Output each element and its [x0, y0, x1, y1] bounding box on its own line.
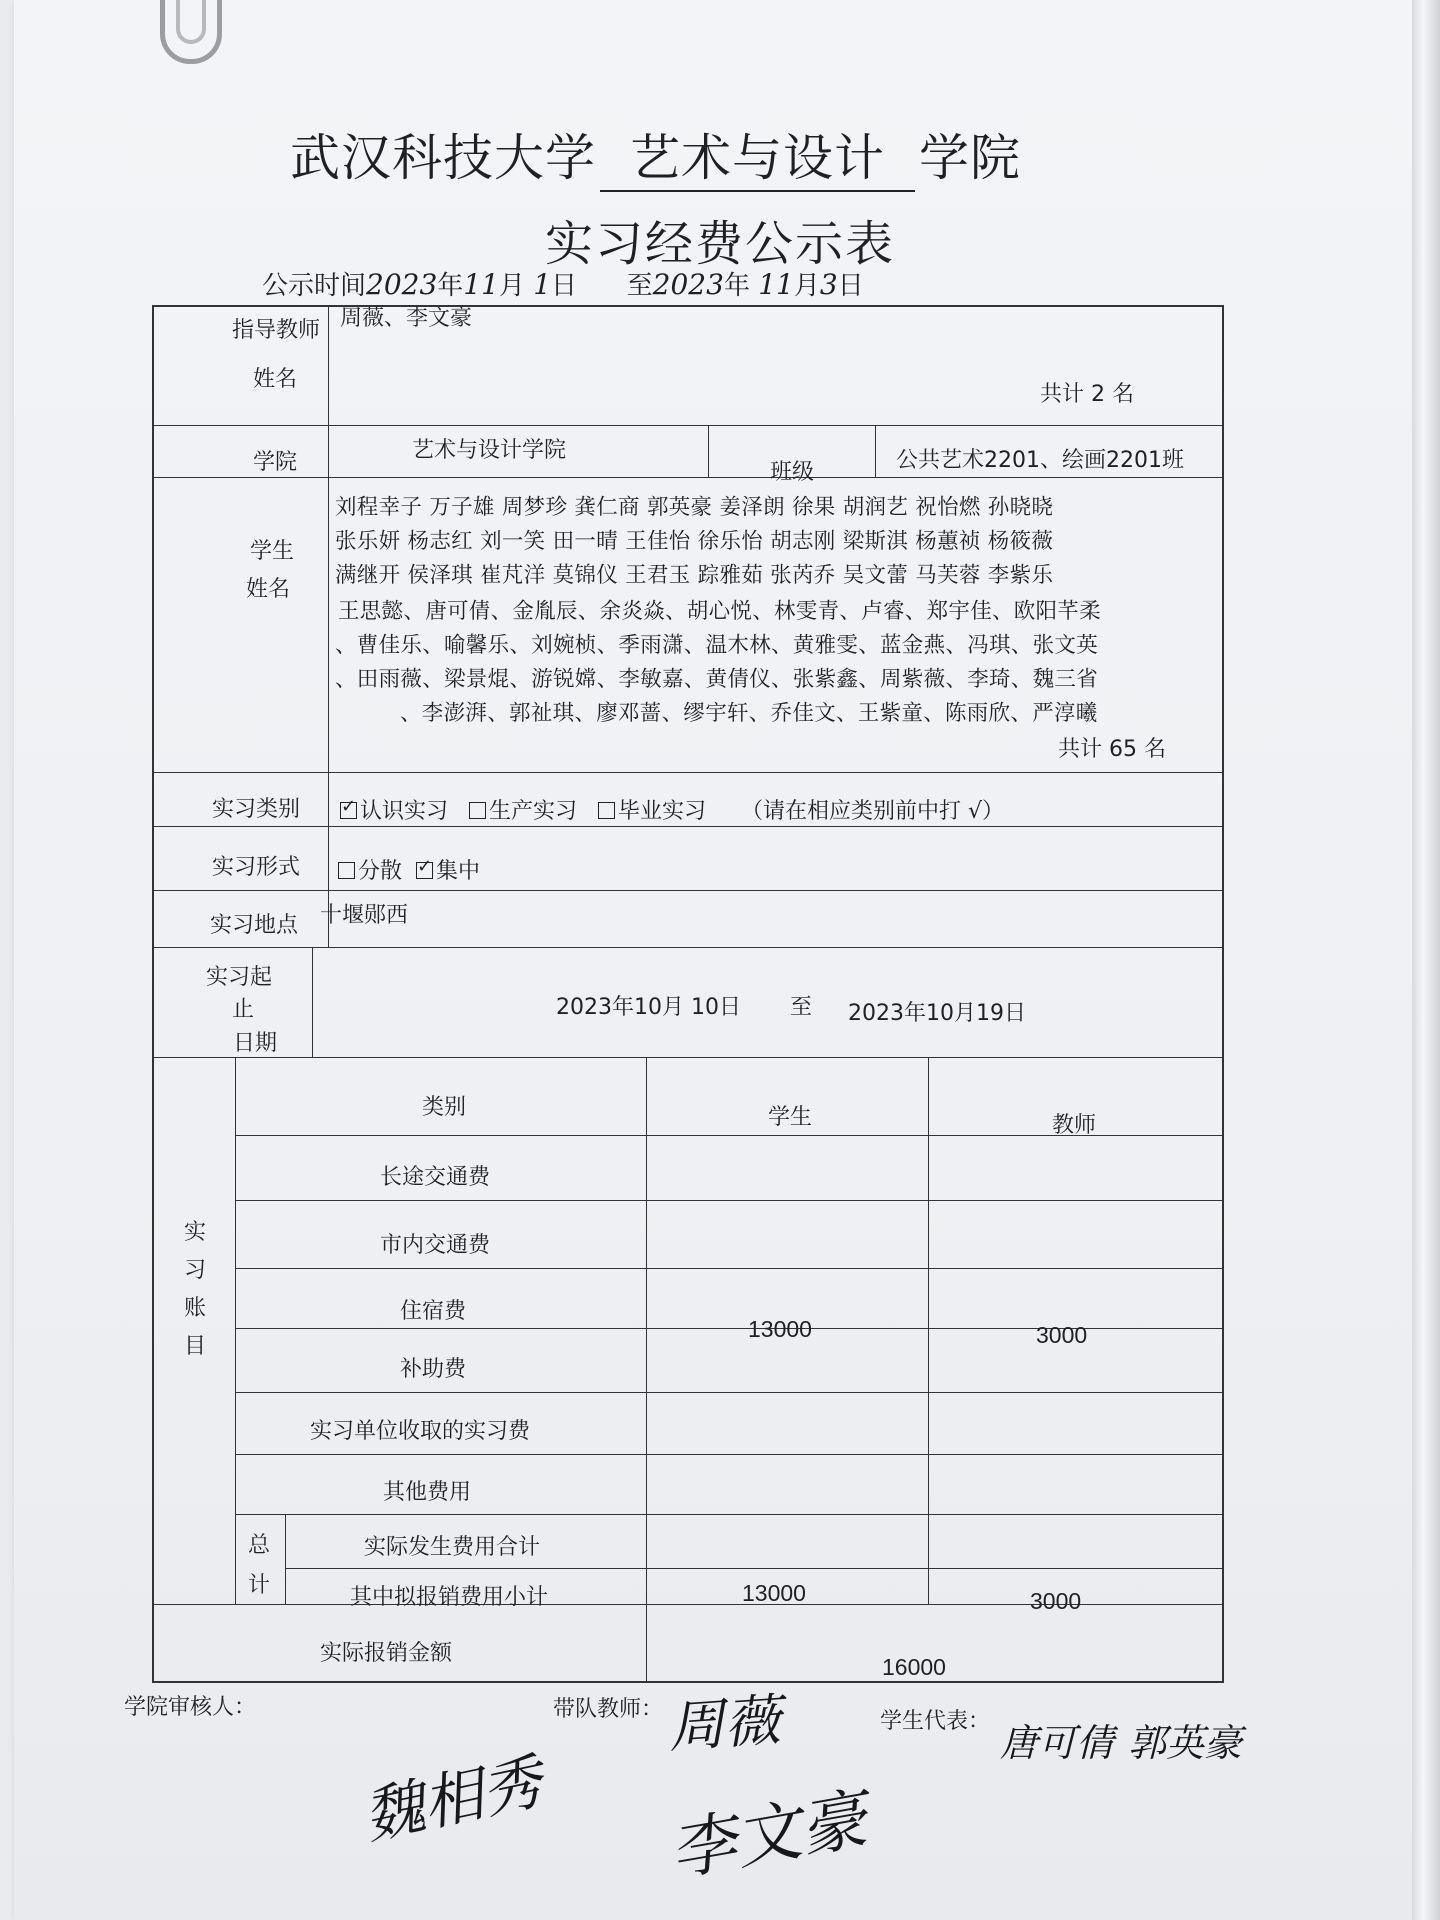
accommodation-student: 13000: [748, 1316, 812, 1342]
col-divider: [285, 1514, 286, 1604]
stacked-pages-edge: [1412, 0, 1440, 1920]
teacher-label-2: 姓名: [253, 367, 298, 392]
form-title: 实习经费公示表: [545, 216, 896, 272]
college-fill: 艺术与设计: [600, 118, 915, 192]
student-names-line: 、曹佳乐、喻馨乐、刘婉桢、季雨潇、温木林、黄雅雯、蓝金燕、冯琪、张文英: [335, 633, 1099, 658]
college-label: 学院: [253, 450, 298, 475]
accounts-side-label: 习: [184, 1258, 207, 1283]
form-options: 分散 ✓ 集中: [338, 854, 480, 885]
header-category: 类别: [422, 1095, 467, 1120]
total-label: 计: [248, 1573, 271, 1598]
accounts-side-label: 目: [184, 1334, 207, 1359]
period-start: 2023年10月 10日: [556, 995, 741, 1020]
location-label: 实习地点: [210, 913, 299, 938]
row-actual-total: 实际发生费用合计: [364, 1535, 541, 1560]
type-note: （请在相应类别前中打 √）: [740, 799, 1004, 824]
col-divider: [328, 305, 329, 947]
period-end: 2023年10月19日: [848, 1001, 1026, 1026]
row-divider: [285, 1568, 1224, 1569]
row-other: 其他费用: [383, 1480, 472, 1505]
accounts-side-label: 实: [184, 1220, 207, 1245]
row-accommodation: 住宿费: [400, 1299, 467, 1324]
header-teacher: 教师: [1052, 1113, 1097, 1138]
row-divider: [152, 477, 1224, 478]
document-title: [290, 118, 1070, 192]
teacher-total: 共计 2 名: [1040, 382, 1134, 407]
row-divider: [152, 772, 1224, 773]
location-value: 十堰郧西: [320, 903, 409, 928]
accounts-side-label: 账: [184, 1296, 207, 1321]
row-divider: [235, 1268, 1224, 1269]
col-divider: [312, 947, 313, 1057]
header-student: 学生: [768, 1105, 813, 1130]
row-divider: [235, 1454, 1224, 1455]
students-label-2: 姓名: [246, 577, 291, 602]
row-city-transport: 市内交通费: [380, 1233, 491, 1258]
row-divider: [235, 1392, 1224, 1393]
subtotal-student: 13000: [742, 1580, 806, 1606]
period-label: 实习起: [206, 965, 273, 990]
student-names-line: 刘程幸子 万子雄 周梦珍 龚仁商 郭英豪 姜泽朗 徐果 胡润艺 祝怡燃 孙晓晓: [335, 495, 1054, 520]
reimbursed-value: 16000: [882, 1654, 946, 1680]
type-options: ✓ 认识实习 生产实习 毕业实习 （请在相应类别前中打 √）: [340, 794, 1004, 825]
university-name: 武汉科技大学: [290, 129, 596, 187]
row-divider: [235, 1514, 1224, 1515]
row-divider: [152, 1057, 1224, 1058]
students-total: 共计 65 名: [1058, 737, 1166, 762]
student-rep-label: 学生代表：: [880, 1709, 991, 1734]
form-label: 实习形式: [212, 855, 301, 880]
class-label: 班级: [770, 460, 815, 485]
paper-clip-inner: [176, 0, 206, 44]
col-divider: [708, 425, 709, 477]
col-divider: [235, 1057, 236, 1604]
total-label: 总: [248, 1533, 271, 1558]
checkbox-graduation[interactable]: [598, 802, 615, 819]
col-divider: [646, 1057, 647, 1683]
row-divider: [152, 890, 1224, 891]
student-names-line: 满继开 侯泽琪 崔芃洋 莫锦仪 王君玉 踪雅茹 张芮乔 吴文蕾 马芙蓉 李紫乐: [335, 563, 1054, 588]
college-value: 艺术与设计学院: [412, 438, 567, 463]
checkbox-production[interactable]: [469, 802, 486, 819]
row-divider: [152, 425, 1224, 426]
period-label-3: 日期: [233, 1031, 278, 1056]
class-value: 公共艺术2201、绘画2201班: [896, 448, 1184, 473]
student-rep-signature: 郭英豪: [1128, 1721, 1243, 1765]
row-subsidy: 补助费: [400, 1357, 467, 1382]
student-names-line: 王思懿、唐可倩、金胤辰、余炎焱、胡心悦、林雯青、卢睿、郑宇佳、欧阳芊柔: [338, 599, 1102, 624]
student-names-line: 、田雨薇、梁景焜、游锐嫦、李敏嘉、黄倩仪、张紫鑫、周紫薇、李琦、魏三省: [335, 667, 1099, 692]
accommodation-teacher: 3000: [1036, 1322, 1088, 1348]
student-rep-signature: 唐可倩: [1000, 1721, 1115, 1765]
subtotal-teacher: 3000: [1030, 1588, 1082, 1614]
col-divider: [928, 1057, 929, 1604]
leader-signature: 李文豪: [663, 1780, 873, 1891]
period-label-2: 止: [232, 997, 255, 1022]
publicity-time: 公示时间2023年11月 1日 至2023年 11月3日: [262, 268, 864, 301]
row-divider: [152, 826, 1224, 827]
leader-signature: 周薇: [666, 1688, 783, 1761]
reimbursed-label: 实际报销金额: [320, 1641, 453, 1666]
teacher-names: 周薇、李文豪: [340, 306, 473, 331]
row-unit-fee: 实习单位收取的实习费: [310, 1419, 531, 1444]
teacher-label: 指导教师: [232, 318, 321, 343]
checkbox-dispersed[interactable]: [338, 862, 355, 879]
checkbox-recognition[interactable]: [340, 802, 357, 819]
row-reimburse-subtotal: 其中拟报销费用小计: [350, 1585, 549, 1610]
col-divider: [875, 425, 876, 477]
college-suffix: 学院: [919, 129, 1021, 187]
row-long-distance: 长途交通费: [380, 1165, 491, 1190]
type-label: 实习类别: [212, 797, 301, 822]
students-label: 学生: [250, 539, 295, 564]
student-names-line: 、李澎湃、郭祉琪、廖邓蔷、缪宇轩、乔佳文、王紫童、陈雨欣、严淳曦: [400, 701, 1098, 726]
college-reviewer-label: 学院审核人：: [124, 1695, 257, 1720]
student-names-line: 张乐妍 杨志红 刘一笑 田一晴 王佳怡 徐乐怡 胡志刚 梁斯淇 杨蕙祯 杨筱薇: [335, 529, 1054, 554]
college-reviewer-signature: 魏相秀: [357, 1746, 549, 1853]
checkbox-centralized[interactable]: [416, 862, 433, 879]
period-to: 至: [790, 995, 813, 1020]
leader-label: 带队教师：: [553, 1697, 664, 1722]
row-divider: [235, 1200, 1224, 1201]
